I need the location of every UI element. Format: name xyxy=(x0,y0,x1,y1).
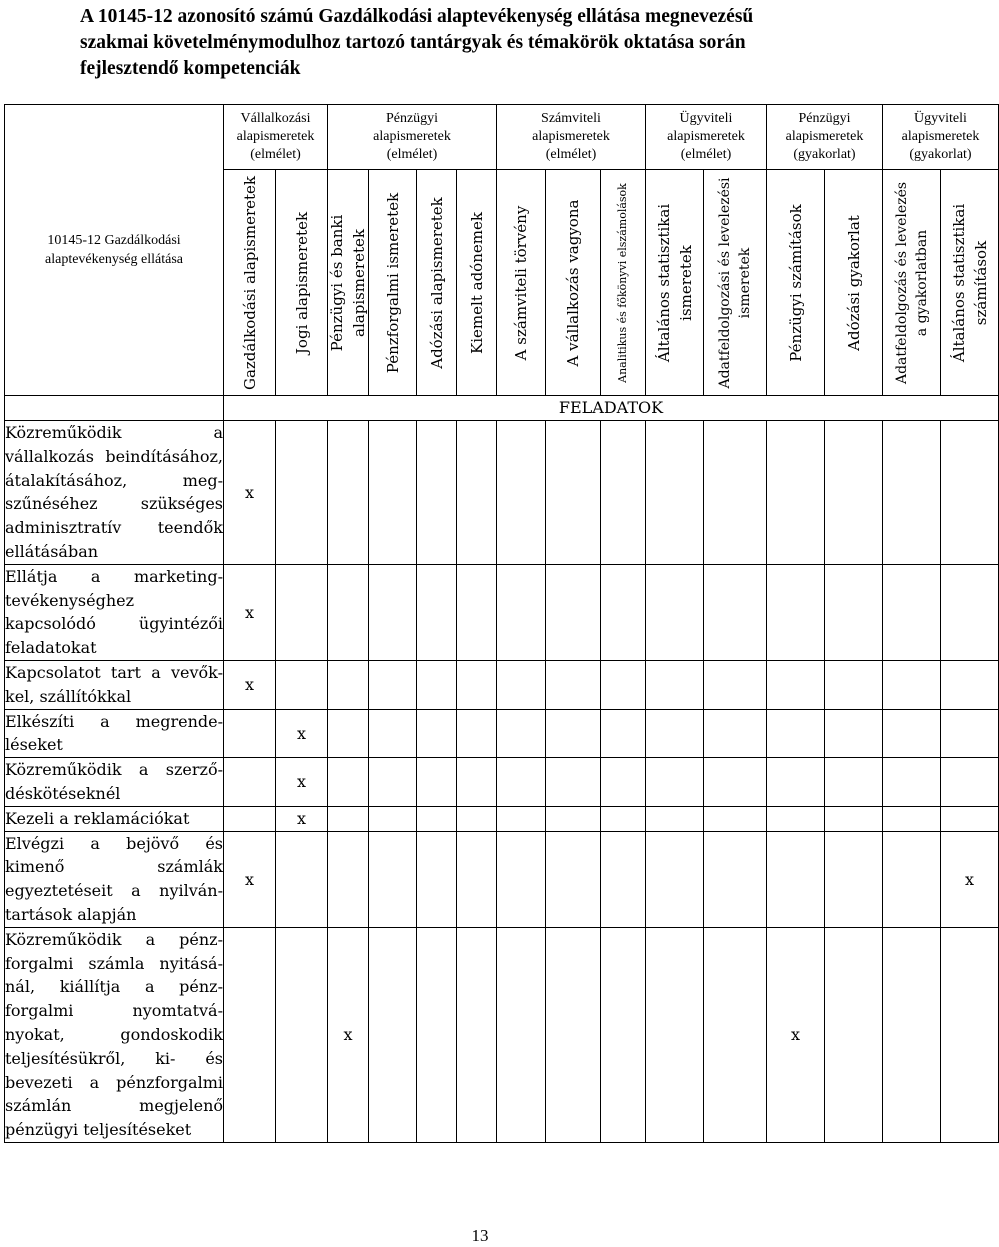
subject-group-line: alapismeretek xyxy=(785,129,864,144)
task-line: ellátásában xyxy=(5,541,99,561)
mark-cell xyxy=(883,758,941,807)
subject-label: A számviteli törvény xyxy=(512,205,530,360)
mark-cell xyxy=(457,831,497,927)
mark-cell xyxy=(417,709,457,758)
task-line: déskötéseknél xyxy=(5,783,121,803)
page-number: 13 xyxy=(471,1226,489,1245)
mark-cell xyxy=(328,831,369,927)
mark-cell xyxy=(546,806,601,831)
mark-cell xyxy=(276,660,328,709)
task-description xyxy=(5,806,224,831)
mark-cell xyxy=(369,831,417,927)
mark-cell xyxy=(497,421,546,565)
task-line: Kezeli a reklamációkat xyxy=(5,808,190,828)
mark-cell xyxy=(767,564,825,660)
subject-label: Adatfeldolgozás és levelezés xyxy=(893,181,910,384)
mark-cell xyxy=(704,421,767,565)
subject-label: Analitikus és főkönyvi elszámolások xyxy=(616,182,629,383)
mark-cell xyxy=(941,758,999,807)
subject-label: Pénzforgalmi ismeretek xyxy=(383,192,402,373)
subject-label: A vállalkozás vagyona xyxy=(564,199,582,366)
mark-cell xyxy=(497,927,546,1142)
task-description xyxy=(5,660,224,709)
mark-cell xyxy=(546,758,601,807)
mark-cell xyxy=(825,421,883,565)
task-line: egyeztetéseit a nyilván- xyxy=(5,881,223,901)
subject-label: a gyakorlatban xyxy=(913,229,930,336)
mark-cell xyxy=(646,660,704,709)
mark-cell xyxy=(825,564,883,660)
mark-cell xyxy=(457,709,497,758)
subject-group-line: alapismeretek xyxy=(373,129,451,144)
task-row xyxy=(5,831,999,927)
mark-cell xyxy=(646,831,704,927)
competency-table xyxy=(4,104,999,1143)
mark-cell xyxy=(704,758,767,807)
task-line: átalakításához, meg- xyxy=(5,470,223,490)
mark-cell xyxy=(825,660,883,709)
task-row xyxy=(5,709,999,758)
task-line: tevékenységhez xyxy=(5,590,135,610)
mark-cell xyxy=(601,806,646,831)
subject-header xyxy=(767,170,825,396)
task-row xyxy=(5,660,999,709)
mark-cell xyxy=(704,709,767,758)
mark-cell xyxy=(328,564,369,660)
subject-header xyxy=(328,170,369,396)
subject-group-line: alapismeretek xyxy=(901,129,980,144)
subject-group-line: (elmélet) xyxy=(545,147,597,162)
mark-cell xyxy=(941,927,999,1142)
mark-x: x xyxy=(276,806,328,831)
mark-cell xyxy=(369,709,417,758)
task-description xyxy=(5,927,224,1142)
mark-cell xyxy=(497,806,546,831)
subject-group-line: Számviteli xyxy=(541,111,601,126)
subject-group-line: (gyakorlat) xyxy=(793,147,856,162)
mark-cell xyxy=(276,564,328,660)
task-line: teljesítésükről, ki- és xyxy=(5,1048,223,1068)
mark-cell xyxy=(704,927,767,1142)
mark-cell xyxy=(825,709,883,758)
mark-cell xyxy=(767,660,825,709)
mark-cell xyxy=(276,831,328,927)
subject-header xyxy=(417,170,457,396)
mark-cell xyxy=(883,660,941,709)
subject-group-line: Pénzügyi xyxy=(798,111,851,126)
mark-cell xyxy=(417,564,457,660)
mark-cell xyxy=(224,709,276,758)
mark-cell xyxy=(497,831,546,927)
subject-header xyxy=(601,170,646,396)
mark-cell xyxy=(601,927,646,1142)
mark-cell xyxy=(646,709,704,758)
mark-cell xyxy=(601,421,646,565)
mark-x: x xyxy=(941,831,999,927)
task-line: Közreműködik a pénz- xyxy=(5,929,223,949)
mark-cell xyxy=(941,421,999,565)
mark-cell xyxy=(457,758,497,807)
subject-header xyxy=(825,170,883,396)
task-line: Elkészíti a megrende- xyxy=(5,711,223,731)
task-line: vállalkozás beindításához, xyxy=(5,446,223,466)
mark-x: x xyxy=(276,709,328,758)
section-label-blank xyxy=(5,396,224,421)
mark-cell xyxy=(457,421,497,565)
section-label: FELADATOK xyxy=(224,396,999,421)
subject-group-line: Ügyviteli xyxy=(914,111,967,126)
task-line: kapcsolódó ügyintézői xyxy=(5,614,223,634)
subject-header xyxy=(224,170,276,396)
mark-cell xyxy=(767,421,825,565)
task-row xyxy=(5,421,999,565)
mark-cell xyxy=(646,564,704,660)
mark-cell xyxy=(276,421,328,565)
mark-cell xyxy=(328,709,369,758)
subject-header xyxy=(883,170,941,396)
subject-group-line: Vállalkozási xyxy=(240,111,311,126)
subject-label: Adózási alapismeretek xyxy=(427,196,446,369)
subject-header xyxy=(704,170,767,396)
module-label-line: 10145-12 Gazdálkodási xyxy=(47,233,181,248)
mark-cell xyxy=(883,709,941,758)
mark-x: x xyxy=(224,564,276,660)
mark-cell xyxy=(767,709,825,758)
task-line: Közreműködik a szerző- xyxy=(5,760,223,780)
mark-cell xyxy=(369,564,417,660)
task-row xyxy=(5,564,999,660)
mark-cell xyxy=(546,831,601,927)
mark-x: x xyxy=(276,758,328,807)
mark-cell xyxy=(825,927,883,1142)
mark-cell xyxy=(601,660,646,709)
module-label-line: alaptevékenység ellátása xyxy=(45,252,183,267)
subject-group-header xyxy=(883,105,999,170)
mark-cell xyxy=(328,806,369,831)
mark-cell xyxy=(704,564,767,660)
task-line: kimenő számlák xyxy=(5,857,223,877)
mark-cell xyxy=(328,421,369,565)
subject-label: ismeretek xyxy=(737,247,753,318)
subject-group-line: (elmélet) xyxy=(386,147,438,162)
subject-label: ismeretek xyxy=(676,244,695,321)
task-line: nyokat, gondoskodik xyxy=(5,1024,223,1044)
mark-cell xyxy=(369,927,417,1142)
task-line: adminisztratív teendők xyxy=(5,518,223,538)
mark-cell xyxy=(369,758,417,807)
task-line: számlán megjelenő xyxy=(5,1096,223,1116)
task-line: forgalmi számla nyitásá- xyxy=(5,953,223,973)
task-line: szűnéséhez szükséges xyxy=(5,494,223,514)
mark-cell xyxy=(224,927,276,1142)
task-description xyxy=(5,709,224,758)
mark-cell xyxy=(497,709,546,758)
mark-cell xyxy=(417,758,457,807)
mark-cell xyxy=(328,660,369,709)
subject-group-header xyxy=(767,105,883,170)
task-line: Elvégzi a bejövő és xyxy=(5,833,223,853)
mark-cell xyxy=(497,660,546,709)
subject-group-line: alapismeretek xyxy=(236,129,315,144)
mark-cell xyxy=(417,927,457,1142)
subject-group-line: (elmélet) xyxy=(680,147,732,162)
mark-cell xyxy=(369,660,417,709)
subject-group-header xyxy=(646,105,767,170)
mark-x: x xyxy=(224,831,276,927)
subject-group-line: (gyakorlat) xyxy=(909,147,972,162)
subject-header xyxy=(646,170,704,396)
title-line: A 10145-12 azonosító számú Gazdálkodási alaptevékenység ellátása megnevezésű xyxy=(80,6,754,27)
mark-cell xyxy=(767,831,825,927)
mark-cell xyxy=(369,806,417,831)
subject-label: Adózási gyakorlat xyxy=(844,214,863,351)
task-line: Közreműködik a xyxy=(5,423,223,442)
subject-label: Jogi alapismeretek xyxy=(292,211,311,354)
subject-header xyxy=(457,170,497,396)
title-line: szakmai követelménymodulhoz tartozó tantárgyak és témakörök oktatása során xyxy=(80,32,746,53)
subject-label: Adatfeldolgozási és levelezési xyxy=(717,176,733,389)
mark-cell xyxy=(883,927,941,1142)
mark-cell xyxy=(276,927,328,1142)
task-line: tartások alapján xyxy=(5,904,137,924)
task-line: léseket xyxy=(5,735,63,755)
task-row xyxy=(5,758,999,807)
task-line: bevezeti a pénzforgalmi xyxy=(5,1072,223,1092)
mark-cell xyxy=(601,758,646,807)
module-label xyxy=(5,105,224,396)
subject-header xyxy=(497,170,546,396)
subject-label: alapismeretek xyxy=(350,228,368,337)
mark-cell xyxy=(941,806,999,831)
subject-group-header xyxy=(497,105,646,170)
subject-label: Általános statisztikai xyxy=(654,203,673,362)
subject-label: Általános statisztikai xyxy=(949,203,968,362)
mark-cell xyxy=(417,421,457,565)
task-row xyxy=(5,927,999,1142)
subject-label: Pénzügyi és banki xyxy=(328,214,346,351)
subject-label: Gazdálkodási alapismeretek xyxy=(240,175,259,390)
page-title xyxy=(80,4,940,82)
mark-cell xyxy=(825,758,883,807)
mark-cell xyxy=(941,709,999,758)
mark-cell xyxy=(941,660,999,709)
mark-cell xyxy=(546,927,601,1142)
subject-group-header xyxy=(224,105,328,170)
mark-cell xyxy=(601,564,646,660)
subject-label: Pénzügyi számítások xyxy=(786,203,805,362)
mark-cell xyxy=(457,927,497,1142)
subject-header xyxy=(941,170,999,396)
subject-group-line: (elmélet) xyxy=(250,147,301,162)
mark-cell xyxy=(646,806,704,831)
mark-cell xyxy=(941,564,999,660)
mark-cell xyxy=(417,806,457,831)
task-line: nál, kiállítja a pénz- xyxy=(5,977,223,997)
subject-header xyxy=(276,170,328,396)
mark-cell xyxy=(224,806,276,831)
mark-cell xyxy=(883,831,941,927)
mark-cell xyxy=(646,758,704,807)
subject-header xyxy=(546,170,601,396)
mark-cell xyxy=(825,806,883,831)
task-line: kel, szállítókkal xyxy=(5,686,132,706)
mark-cell xyxy=(883,806,941,831)
mark-cell xyxy=(883,421,941,565)
task-line: forgalmi nyomtatvá- xyxy=(5,1001,223,1021)
mark-cell xyxy=(601,831,646,927)
mark-cell xyxy=(767,758,825,807)
mark-cell xyxy=(767,806,825,831)
mark-cell xyxy=(546,709,601,758)
subject-group-line: alapismeretek xyxy=(667,129,745,144)
mark-cell xyxy=(601,709,646,758)
mark-cell xyxy=(546,660,601,709)
mark-cell xyxy=(825,831,883,927)
mark-cell xyxy=(546,421,601,565)
mark-cell xyxy=(224,758,276,807)
mark-cell xyxy=(457,806,497,831)
subject-label: számítások xyxy=(971,240,990,325)
mark-cell xyxy=(369,421,417,565)
subject-label: Kiemelt adónemek xyxy=(467,211,486,354)
task-description xyxy=(5,831,224,927)
subject-group-header xyxy=(328,105,497,170)
task-line: Ellátja a marketing- xyxy=(5,566,223,586)
mark-cell xyxy=(417,831,457,927)
task-description xyxy=(5,421,224,565)
mark-cell xyxy=(646,927,704,1142)
subject-group-line: Ügyviteli xyxy=(679,111,733,126)
mark-cell xyxy=(497,564,546,660)
task-line: feladatokat xyxy=(5,638,97,658)
task-line: Kapcsolatot tart a vevők- xyxy=(5,662,223,682)
mark-cell xyxy=(457,564,497,660)
mark-cell xyxy=(704,831,767,927)
subject-group-line: Pénzügyi xyxy=(385,111,439,126)
mark-x: x xyxy=(328,927,369,1142)
mark-cell xyxy=(704,660,767,709)
mark-x: x xyxy=(224,421,276,565)
mark-cell xyxy=(328,758,369,807)
subject-group-line: alapismeretek xyxy=(532,129,610,144)
mark-cell xyxy=(546,564,601,660)
title-line: fejlesztendő kompetenciák xyxy=(80,58,301,79)
mark-cell xyxy=(646,421,704,565)
mark-cell xyxy=(457,660,497,709)
subject-header xyxy=(369,170,417,396)
mark-cell xyxy=(417,660,457,709)
mark-x: x xyxy=(224,660,276,709)
mark-cell xyxy=(704,806,767,831)
task-description xyxy=(5,758,224,807)
task-description xyxy=(5,564,224,660)
mark-cell xyxy=(497,758,546,807)
task-row xyxy=(5,806,999,831)
task-line: pénzügyi teljesítéseket xyxy=(5,1120,192,1140)
mark-cell xyxy=(883,564,941,660)
mark-x: x xyxy=(767,927,825,1142)
